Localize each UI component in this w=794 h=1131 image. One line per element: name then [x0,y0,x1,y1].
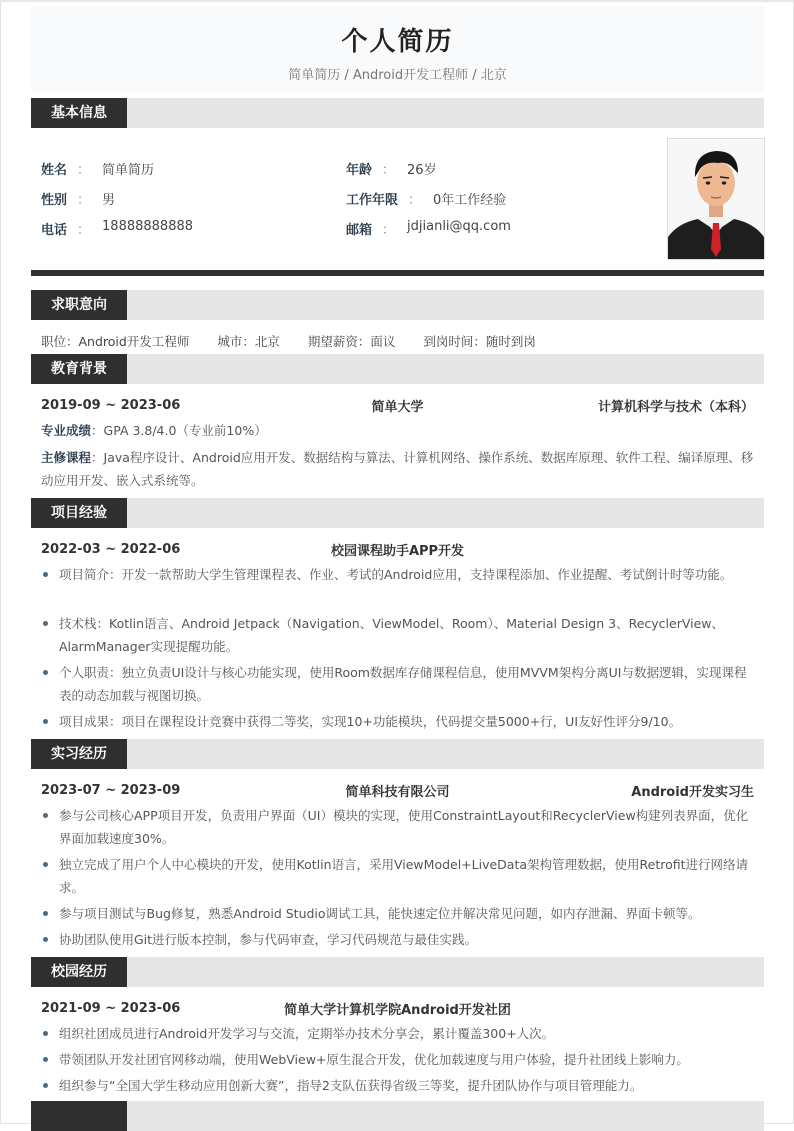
list-item: 独立完成了用户个人中心模块的开发，使用Kotlin语言，采用ViewModel+LiveData架构管理数据，使用Retrofit进行网络请求。 [41,853,754,899]
value: ：GPA 3.8/4.0（专业前10%） [91,423,267,438]
entry-period: 2022-03 ~ 2022-06 [41,541,181,557]
value: 男 [102,193,116,208]
list-item: 参与公司核心APP项目开发，负责用户界面（UI）模块的实现，使用ConstraintLayout和RecyclerView构建列表界面，优化界面加载速度30%。 [41,804,754,850]
label: 主修课程 [41,450,92,465]
entry-head [31,539,764,559]
intent-salary: 期望薪资：面议 [307,334,396,349]
section-header-internship [31,739,764,769]
value: 简单简历 [102,163,155,178]
list-item: 组织参与“全国大学生移动应用创新大赛”，指导2支队伍获得省级三等奖，提升团队协作与项目管理能力。 [41,1074,754,1097]
portrait-icon [668,139,764,259]
value: ：Java程序设计、Android应用开发、数据结构与算法、计算机网络、操作系统、数据库原理、软件工程、编译原理、移动应用开发、嵌入式系统等。 [41,450,754,488]
project-entry [31,539,764,559]
education-entry [31,395,764,415]
education-gpa [31,419,764,442]
list-item: 参与项目测试与Bug修复，熟悉Android Studio调试工具，能快速定位并解决常见问题，如内存泄漏、界面卡顿等。 [41,902,754,925]
section-header-campus [31,957,764,987]
colon: ： [77,193,91,208]
colon: ： [408,193,422,208]
colon: ： [382,163,396,178]
section-title-intent: 求职意向 [31,290,127,320]
page-title: 个人简历 [341,27,454,57]
avatar-photo [667,138,765,260]
colon: ： [382,223,396,238]
section-header-projects [31,498,764,528]
divider-bar [31,270,764,276]
list-item: 个人职责：独立负责UI设计与核心功能实现，使用Room数据库存储课程信息，使用MVVM架构分离UI与数据逻辑，实现课程表的动态加载与视图切换。 [41,661,754,707]
entry-period: 2019-09 ~ 2023-06 [41,397,181,413]
label: 工作年限 [346,193,399,208]
entry-company: 简单科技有限公司 [345,784,450,800]
label: 邮箱 [346,223,373,238]
section-title-education: 教育背景 [31,354,127,384]
section-header-next-partial [31,1101,764,1131]
intent-city: 城市：北京 [217,334,280,349]
section-title-next [31,1101,127,1131]
entry-org: 简单大学计算机学院Android开发社团 [284,1002,511,1018]
education-courses [31,446,764,492]
section-title-internship: 实习经历 [31,739,127,769]
info-email [346,219,511,238]
info-name [41,159,154,178]
entry-school: 简单大学 [371,399,424,415]
entry-period: 2023-07 ~ 2023-09 [41,782,181,798]
basic-info [31,128,764,268]
entry-project-name: 校园课程助手APP开发 [330,543,465,559]
resume-header [31,6,764,92]
job-intent [31,320,764,354]
list-item: 项目成果：项目在课程设计竞赛中获得二等奖，实现10+功能模块，代码提交量5000+行，UI友好性评分9/10。 [41,710,754,733]
campus-bullets [31,1022,764,1097]
list-item: 项目简介：开发一款帮助大学生管理课程表、作业、考试的Android应用，支持课程添加、作业提醒、考试倒计时等功能。 [41,563,754,586]
label: 专业成绩 [41,423,92,438]
intent-availability: 到岗时间：随时到岗 [423,334,536,349]
label: 电话 [41,223,68,238]
label: 性别 [41,193,68,208]
colon: ： [77,223,91,238]
entry-head [31,998,764,1018]
section-title-basic: 基本信息 [31,98,127,128]
list-item: 带领团队开发社团官网移动端，使用WebView+原生混合开发，优化加载速度与用户体验，提升社团线上影响力。 [41,1048,754,1071]
campus-entry [31,998,764,1018]
info-phone [41,219,193,238]
value: 0年工作经验 [433,193,507,208]
info-gender [41,189,115,208]
list-item: 技术栈：Kotlin语言、Android Jetpack（Navigation、ViewModel、Room）、Material Design 3、RecyclerView、AlarmManager实现提醒功能。 [41,612,754,658]
value: jdjianli@qq.com [407,219,511,234]
section-title-campus: 校园经历 [31,957,127,987]
label: 年龄 [346,163,373,178]
entry-major: 计算机科学与技术（本科） [597,399,754,415]
internship-entry [31,780,764,800]
label: 姓名 [41,163,68,178]
list-item: 组织社团成员进行Android开发学习与交流，定期举办技术分享会，累计覆盖300+人次。 [41,1022,754,1045]
section-header-basic [31,98,764,128]
info-age [346,159,437,178]
project-bullets [31,563,764,733]
list-item: 协助团队使用Git进行版本控制，参与代码审查，学习代码规范与最佳实践。 [41,928,754,951]
entry-period: 2021-09 ~ 2023-06 [41,1000,181,1016]
entry-head [31,395,764,415]
value: 18888888888 [102,219,194,234]
intent-position: 职位：Android开发工程师 [41,334,190,349]
resume-page [31,0,764,1131]
value: 26岁 [407,163,437,178]
section-header-intent [31,290,764,320]
section-title-projects: 项目经验 [31,498,127,528]
entry-head [31,780,764,800]
page-subtitle: 简单简历 / Android开发工程师 / 北京 [288,68,507,83]
entry-role: Android开发实习生 [631,784,754,800]
colon: ： [77,163,91,178]
info-years [346,189,506,208]
section-header-education [31,354,764,384]
internship-bullets [31,804,764,951]
